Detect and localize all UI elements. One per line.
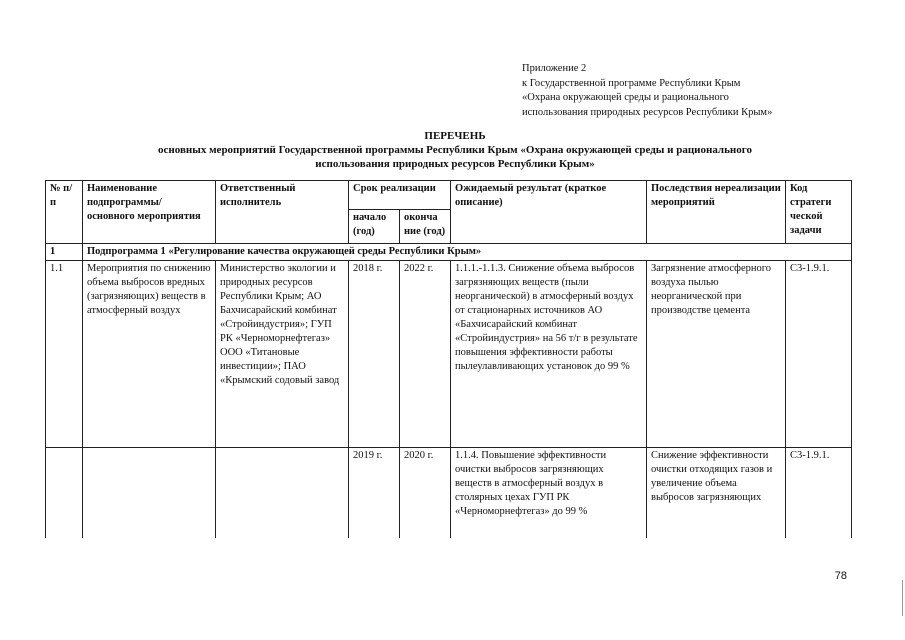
header-term: Срок реализации (349, 181, 451, 210)
row-code: С3-1.9.1. (786, 261, 852, 448)
annex-line: к Государственной программе Республики Крым (522, 77, 741, 89)
header-code: Код стратеги ческой задачи (786, 181, 852, 244)
document-title: ПЕРЕЧЕНЬ (424, 130, 486, 142)
row-executor (216, 448, 349, 539)
document-heading (60, 129, 850, 171)
row-num: 1.1 (46, 261, 83, 448)
header-num: № п/п (46, 181, 83, 244)
row-code: С3-1.9.1. (786, 448, 852, 539)
row-end: 2022 г. (400, 261, 451, 448)
document-subtitle-line-1: основных мероприятий Государственной программы Республики Крым «Охрана окружающей среды и рационального (158, 144, 752, 156)
program-num: 1 (46, 244, 83, 261)
page-number: 78 (834, 570, 847, 582)
scan-edge-line (902, 580, 903, 616)
table-row (46, 261, 852, 448)
header-name: Наименование подпрограммы/ основного мероприятия (83, 181, 216, 244)
header-executor: Ответственный исполнитель (216, 181, 349, 244)
annex-reference (522, 62, 872, 120)
annex-line: использования природных ресурсов Республики Крым» (522, 106, 773, 118)
row-result: 1.1.1.-1.1.3. Снижение объема выбросов загрязняющих веществ (пыли неорганической) в атмосферный воздух от стационарных источников АО «Бахчисарайский комбинат «Стройиндустрия» на 56 т/г в результате повышения эффективности работы пылеулавливающих установок до 99 % (451, 261, 647, 448)
row-consequences: Загрязнение атмосферного воздуха пылью неорганической при производстве цемента (647, 261, 786, 448)
row-consequences: Снижение эффективности очистки отходящих газов и увеличение объема выбросов загрязняющих (647, 448, 786, 539)
table-header-row (46, 181, 852, 210)
row-end: 2020 г. (400, 448, 451, 539)
document-subtitle-line-2: использования природных ресурсов Республики Крым» (315, 158, 595, 170)
header-result: Ожидаемый результат (краткое описание) (451, 181, 647, 244)
row-name: Мероприятия по снижению объема выбросов вредных (загрязняющих) веществ в атмосферный воздух (83, 261, 216, 448)
annex-line: «Охрана окружающей среды и рационального (522, 92, 729, 104)
program-title: Подпрограмма 1 «Регулирование качества окружающей среды Республики Крым» (83, 244, 852, 261)
row-name (83, 448, 216, 539)
row-executor: Министерство экологии и природных ресурсов Республики Крым; АО Бахчисарайский комбинат «Стройиндустрия»; ГУП РК «Черноморнефтегаз» ООО «Титановые инвестиции»; ПАО «Крымский содовый завод (216, 261, 349, 448)
row-num (46, 448, 83, 539)
row-start: 2018 г. (349, 261, 400, 448)
annex-line: Приложение 2 (522, 63, 587, 74)
program-row (46, 244, 852, 261)
header-end: оконча ние (год) (400, 210, 451, 244)
measures-table (45, 180, 852, 538)
header-consequences: Последствия нереализации мероприятий (647, 181, 786, 244)
table-row (46, 448, 852, 539)
header-start: начало (год) (349, 210, 400, 244)
row-result: 1.1.4. Повышение эффективности очистки выбросов загрязняющих веществ в атмосферный воздух в столярных цехах ГУП РК «Черноморнефтегаз» до 99 % (451, 448, 647, 539)
row-start: 2019 г. (349, 448, 400, 539)
